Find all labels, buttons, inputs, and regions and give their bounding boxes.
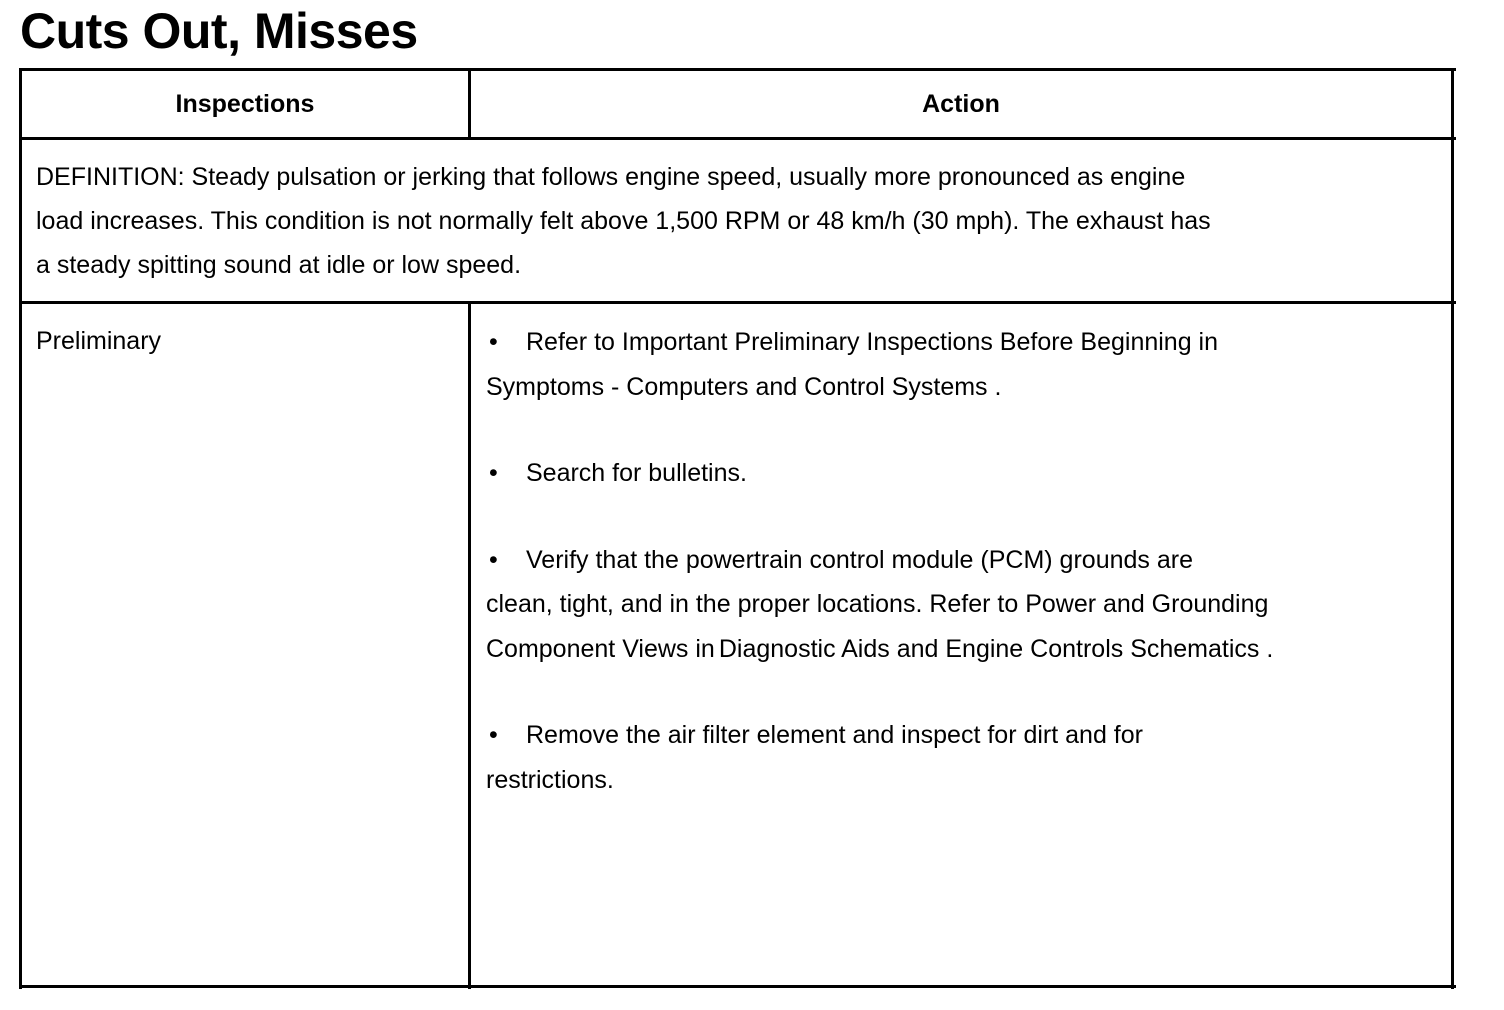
list-item [486,320,1273,409]
list-item [486,451,1273,496]
table-border-bottom [19,985,1456,988]
action-link-schematics[interactable]: Diagnostic Aids and Engine Controls Schematics . [718,634,1274,663]
bullet-icon: • [489,459,498,487]
column-divider-body [468,301,471,989]
table-border-right [1451,68,1454,989]
action-text: Search for bulletins. [526,459,747,487]
page-title: Cuts Out, Misses [20,3,418,59]
action-text: Component Views in [486,634,715,663]
inspections-column-header: Inspections [175,89,315,118]
action-text: Refer to Important Preliminary Inspections Before Beginning in [526,328,1219,356]
definition-line: load increases. This condition is not normally felt above 1,500 RPM or 48 km/h (30 mph). The exhaust has [36,207,1211,235]
action-column-header: Action [922,89,1000,118]
bullet-icon: • [489,328,498,356]
definition-line: DEFINITION: Steady pulsation or jerking that follows engine speed, usually more pronounced as engine [36,163,1186,191]
action-text: Verify that the powertrain control module (PCM) grounds are [526,545,1193,574]
action-list [486,320,1273,844]
diagnostic-table [19,68,1456,989]
action-text: clean, tight, and in the proper locations. Refer to Power and Grounding [486,590,1269,618]
definition-divider [19,301,1456,304]
list-item [486,713,1273,802]
list-item [486,538,1273,672]
action-text: Remove the air filter element and inspect for dirt and for [526,721,1143,749]
action-link-symptoms[interactable]: Symptoms - Computers and Control Systems . [486,372,1002,401]
inspection-preliminary: Preliminary [36,327,162,355]
table-border-left [19,68,22,989]
action-text: restrictions. [486,765,614,794]
bullet-icon: • [489,721,498,749]
bullet-icon: • [489,545,498,574]
definition-line: a steady spitting sound at idle or low speed. [36,251,522,279]
